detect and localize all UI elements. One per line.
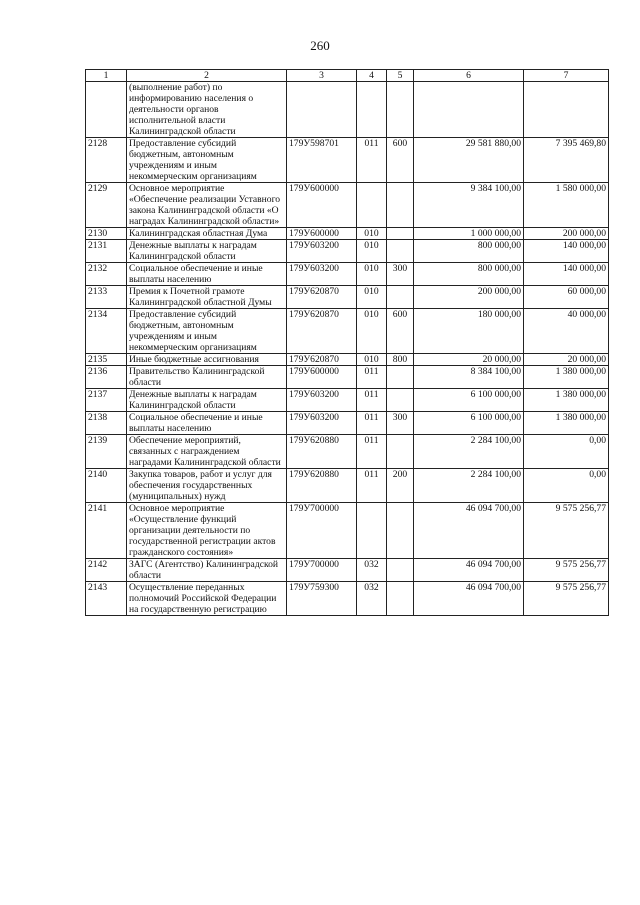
row-value-7: 1 380 000,00: [524, 366, 609, 389]
row-code: 179У600000: [287, 228, 357, 240]
table-row: [86, 309, 609, 354]
row-col4: 011: [357, 412, 387, 435]
row-value-6: 46 094 700,00: [414, 559, 524, 582]
row-col5: [387, 82, 414, 138]
row-value-6: 800 000,00: [414, 263, 524, 286]
row-code: [287, 82, 357, 138]
row-col4: 011: [357, 469, 387, 503]
row-col4: 010: [357, 354, 387, 366]
row-name: Социальное обеспечение и иные выплаты населению: [127, 263, 287, 286]
table-row: [86, 286, 609, 309]
row-number: 2143: [86, 582, 127, 616]
table-row: [86, 435, 609, 469]
row-code: 179У603200: [287, 389, 357, 412]
header-col-1: 1: [86, 70, 127, 82]
row-name: ЗАГС (Агентство) Калининградской области: [127, 559, 287, 582]
row-number: 2139: [86, 435, 127, 469]
row-col5: 300: [387, 412, 414, 435]
row-number: 2128: [86, 138, 127, 183]
row-value-7: 9 575 256,77: [524, 503, 609, 559]
row-number: 2135: [86, 354, 127, 366]
table-row: [86, 183, 609, 228]
row-code: 179У620880: [287, 469, 357, 503]
header-col-6: 6: [414, 70, 524, 82]
row-value-6: 46 094 700,00: [414, 503, 524, 559]
table-row: [86, 366, 609, 389]
row-value-6: 20 000,00: [414, 354, 524, 366]
row-value-6: [414, 82, 524, 138]
page-number: 260: [310, 38, 330, 53]
row-col4: 010: [357, 240, 387, 263]
row-name: (выполнение работ) по информированию населения о деятельности органов исполнительной власти Калининградской области: [127, 82, 287, 138]
row-col5: [387, 435, 414, 469]
row-code: 179У620870: [287, 309, 357, 354]
row-value-6: 2 284 100,00: [414, 435, 524, 469]
row-number: 2130: [86, 228, 127, 240]
table-row: [86, 412, 609, 435]
row-code: 179У620880: [287, 435, 357, 469]
row-name: Денежные выплаты к наградам Калининградской области: [127, 389, 287, 412]
row-number: 2136: [86, 366, 127, 389]
row-col5: [387, 389, 414, 412]
row-value-7: 200 000,00: [524, 228, 609, 240]
table-row: [86, 228, 609, 240]
row-code: 179У759300: [287, 582, 357, 616]
row-value-7: 9 575 256,77: [524, 559, 609, 582]
row-col4: 010: [357, 309, 387, 354]
row-number: 2134: [86, 309, 127, 354]
row-code: 179У700000: [287, 503, 357, 559]
row-col5: 600: [387, 138, 414, 183]
row-col5: [387, 240, 414, 263]
table-row: [86, 503, 609, 559]
table-row: [86, 389, 609, 412]
row-value-6: 9 384 100,00: [414, 183, 524, 228]
header-col-3: 3: [287, 70, 357, 82]
row-col4: [357, 503, 387, 559]
row-col4: 032: [357, 582, 387, 616]
table-row: [86, 582, 609, 616]
row-col5: [387, 286, 414, 309]
row-name: Денежные выплаты к наградам Калининградской области: [127, 240, 287, 263]
table-header-row: [86, 70, 609, 82]
row-name: Премия к Почетной грамоте Калининградской областной Думы: [127, 286, 287, 309]
row-number: 2141: [86, 503, 127, 559]
row-number: 2142: [86, 559, 127, 582]
row-code: 179У620870: [287, 354, 357, 366]
row-name: Калининградская областная Дума: [127, 228, 287, 240]
row-value-6: 8 384 100,00: [414, 366, 524, 389]
budget-table: [85, 69, 609, 616]
row-value-6: 180 000,00: [414, 309, 524, 354]
row-code: 179У603200: [287, 240, 357, 263]
row-code: 179У603200: [287, 412, 357, 435]
row-col5: [387, 228, 414, 240]
row-value-7: 0,00: [524, 435, 609, 469]
row-code: 179У600000: [287, 366, 357, 389]
table-row: [86, 82, 609, 138]
table-row: [86, 263, 609, 286]
header-col-7: 7: [524, 70, 609, 82]
row-col4: 010: [357, 263, 387, 286]
row-number: 2138: [86, 412, 127, 435]
row-number: 2131: [86, 240, 127, 263]
row-name: Основное мероприятие «Осуществление функций организации деятельности по государственной регистрации актов гражданского состояния»: [127, 503, 287, 559]
row-col5: 600: [387, 309, 414, 354]
row-col5: 200: [387, 469, 414, 503]
row-col4: 011: [357, 435, 387, 469]
row-value-6: 2 284 100,00: [414, 469, 524, 503]
row-number: 2129: [86, 183, 127, 228]
row-value-6: 29 581 880,00: [414, 138, 524, 183]
row-col5: 300: [387, 263, 414, 286]
row-code: 179У620870: [287, 286, 357, 309]
table-row: [86, 240, 609, 263]
row-name: Обеспечение мероприятий, связанных с награждением наградами Калининградской области: [127, 435, 287, 469]
row-col5: 800: [387, 354, 414, 366]
row-value-6: 46 094 700,00: [414, 582, 524, 616]
row-value-7: 20 000,00: [524, 354, 609, 366]
row-value-7: 1 380 000,00: [524, 412, 609, 435]
row-name: Правительство Калининградской области: [127, 366, 287, 389]
row-name: Социальное обеспечение и иные выплаты населению: [127, 412, 287, 435]
row-value-7: [524, 82, 609, 138]
table-row: [86, 354, 609, 366]
header-col-5: 5: [387, 70, 414, 82]
row-value-7: 60 000,00: [524, 286, 609, 309]
table-row: [86, 469, 609, 503]
row-value-7: 7 395 469,80: [524, 138, 609, 183]
row-number: 2132: [86, 263, 127, 286]
row-col4: 011: [357, 366, 387, 389]
row-number: [86, 82, 127, 138]
row-col4: [357, 183, 387, 228]
row-name: Иные бюджетные ассигнования: [127, 354, 287, 366]
row-value-7: 0,00: [524, 469, 609, 503]
row-code: 179У600000: [287, 183, 357, 228]
row-col5: [387, 582, 414, 616]
row-number: 2133: [86, 286, 127, 309]
row-code: 179У700000: [287, 559, 357, 582]
row-col4: 032: [357, 559, 387, 582]
row-number: 2140: [86, 469, 127, 503]
row-value-6: 800 000,00: [414, 240, 524, 263]
row-col5: [387, 366, 414, 389]
row-value-7: 9 575 256,77: [524, 582, 609, 616]
row-value-6: 1 000 000,00: [414, 228, 524, 240]
row-name: Предоставление субсидий бюджетным, автономным учреждениям и иным некоммерческим организациям: [127, 138, 287, 183]
row-value-6: 6 100 000,00: [414, 412, 524, 435]
header-col-2: 2: [127, 70, 287, 82]
row-name: Закупка товаров, работ и услуг для обеспечения государственных (муниципальных) нужд: [127, 469, 287, 503]
table-row: [86, 138, 609, 183]
row-code: 179У598701: [287, 138, 357, 183]
row-value-6: 6 100 000,00: [414, 389, 524, 412]
row-number: 2137: [86, 389, 127, 412]
row-col5: [387, 183, 414, 228]
row-name: Предоставление субсидий бюджетным, автономным учреждениям и иным некоммерческим организациям: [127, 309, 287, 354]
row-col4: [357, 82, 387, 138]
row-value-7: 140 000,00: [524, 240, 609, 263]
row-col4: 010: [357, 286, 387, 309]
table-row: [86, 559, 609, 582]
row-value-7: 1 380 000,00: [524, 389, 609, 412]
header-col-4: 4: [357, 70, 387, 82]
row-col4: 011: [357, 389, 387, 412]
row-name: Основное мероприятие «Обеспечение реализации Уставного закона Калининградской области «О наградах Калининградской области»: [127, 183, 287, 228]
row-value-7: 140 000,00: [524, 263, 609, 286]
row-value-6: 200 000,00: [414, 286, 524, 309]
row-name: Осуществление переданных полномочий Российской Федерации на государственную регистрацию: [127, 582, 287, 616]
row-col5: [387, 559, 414, 582]
row-value-7: 1 580 000,00: [524, 183, 609, 228]
row-code: 179У603200: [287, 263, 357, 286]
row-value-7: 40 000,00: [524, 309, 609, 354]
row-col5: [387, 503, 414, 559]
row-col4: 011: [357, 138, 387, 183]
row-col4: 010: [357, 228, 387, 240]
